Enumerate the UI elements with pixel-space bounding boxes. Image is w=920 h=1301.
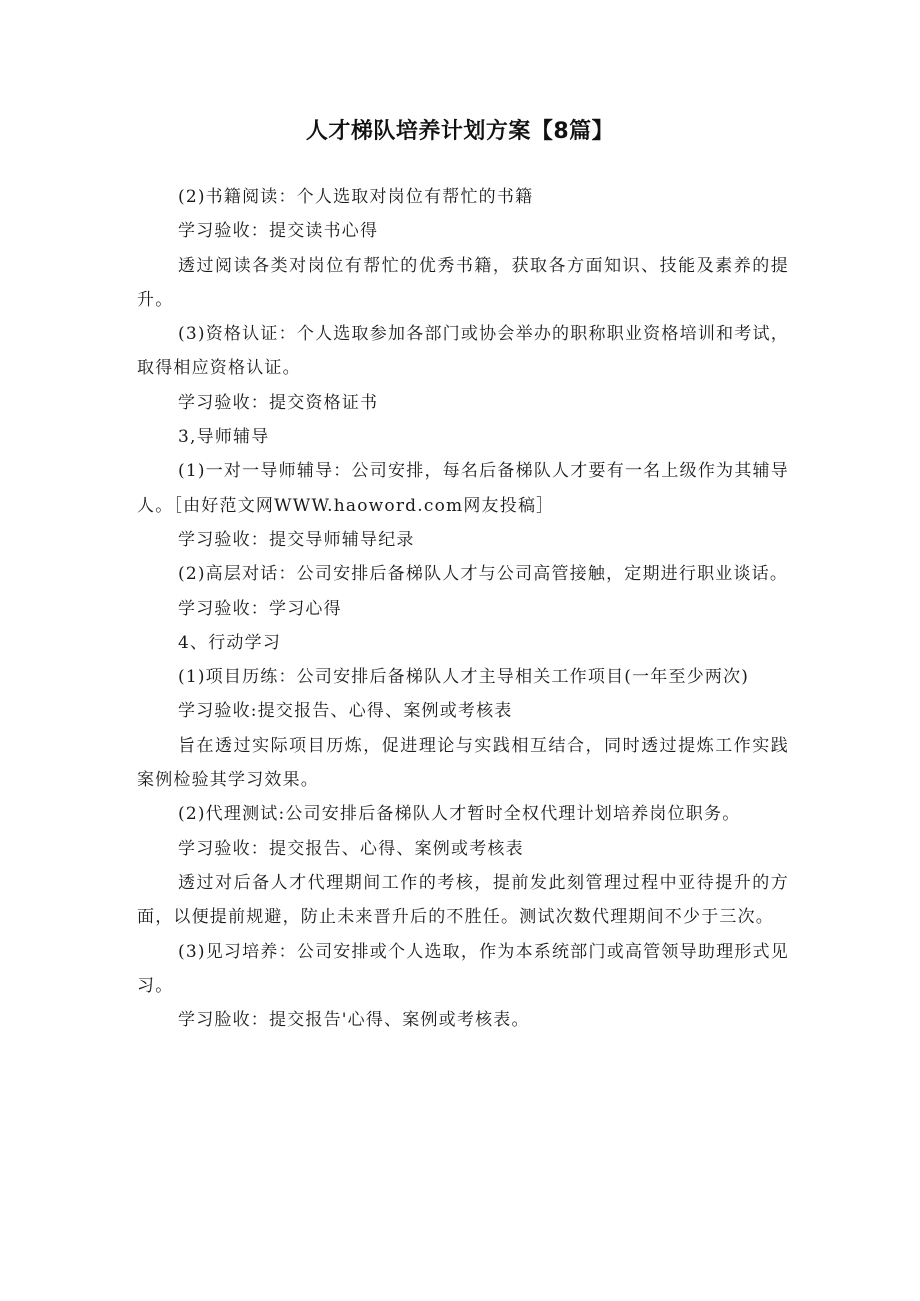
paragraph-acceptance: 学习验收：提交资格证书 bbox=[178, 392, 379, 413]
paragraph-acceptance: 学习验收：学习心得 bbox=[178, 598, 342, 619]
paragraph-acceptance: 学习验收：提交读书心得 bbox=[178, 221, 379, 242]
document-body bbox=[137, 180, 789, 1037]
document-title: 人才梯队培养计划方案【8篇】 bbox=[305, 119, 615, 144]
paragraph-project-experience: (1)项目历练：公司安排后备梯队人才主导相关工作项目(一年至少两次) bbox=[178, 667, 750, 688]
paragraph-acceptance: 学习验收:提交报告、心得、案例或考核表 bbox=[178, 701, 513, 722]
paragraph: 旨在透过实际项目历炼，促进理论与实践相互结合，同时透过提炼工作实践案例检验其学习效果。 bbox=[137, 735, 789, 791]
paragraph-acceptance: 学习验收：提交报告、心得、案例或考核表 bbox=[178, 838, 524, 859]
paragraph-book-reading: (2)书籍阅读：个人选取对岗位有帮忙的书籍 bbox=[178, 187, 534, 207]
paragraph-acceptance: 学习脸收：提交报告'心得、案例或考核表。 bbox=[178, 1010, 530, 1031]
paragraph-executive-dialogue: (2)高层对话：公司安排后备梯队人才与公司高管接触，定期进行职业谈话。 bbox=[178, 564, 789, 585]
section-heading-mentoring: 3,导师辅导 bbox=[178, 427, 270, 448]
paragraph-acceptance: 学习验收：提交导师辅导纪录 bbox=[178, 529, 415, 550]
section-heading-action-learning: 4、行动学习 bbox=[178, 632, 282, 653]
paragraph-internship: (3)见习培养：公司安排或个人选取，作为本系统部门或高管领导助理形式见习。 bbox=[137, 941, 789, 996]
paragraph-acting-test: (2)代理测试:公司安排后备梯队人才暂时全权代理计划培养岗位职务。 bbox=[178, 804, 741, 825]
paragraph-one-on-one-mentoring: (1)一对一导师辅导：公司安排，每名后备梯队人才要有一名上级作为其辅导人。［由好范文网WWW.haoword.com网友投稿］ bbox=[137, 461, 789, 516]
paragraph-qualification: (3)资格认证：个人选取参加各部门或协会举办的职称职业资格培训和考试，取得相应资格认证。 bbox=[137, 324, 789, 379]
paragraph: 透过对后备人才代理期间工作的考核，提前发此刻管理过程中亚待提升的方面，以便提前规避，防止未来晋升后的不胜任。测试次数代理期间不少于三次。 bbox=[137, 872, 789, 928]
paragraph: 透过阅读各类对岗位有帮忙的优秀书籍，获取各方面知识、技能及素养的提升。 bbox=[137, 255, 789, 310]
